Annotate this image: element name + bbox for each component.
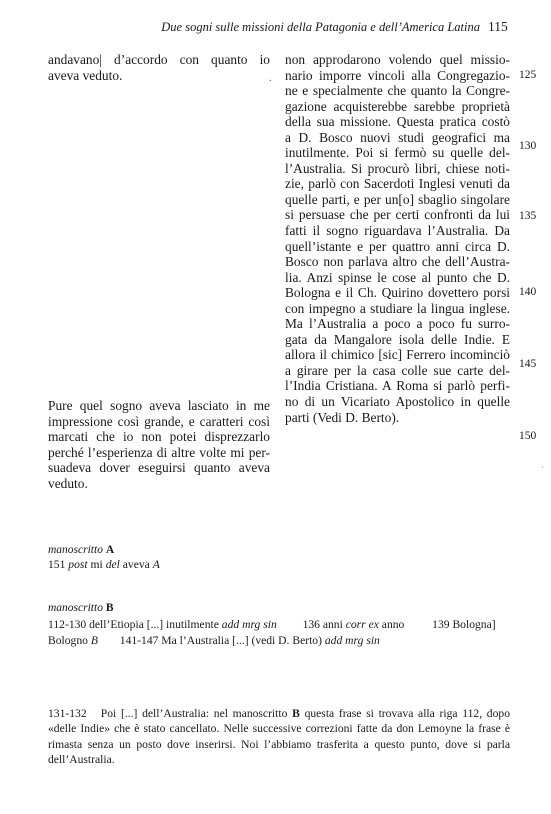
line-number: 135	[519, 210, 537, 222]
left-column	[48, 52, 270, 83]
right-line: inutilmente. Poi si fermò su quelle del-	[285, 145, 510, 161]
left-line: impressione così grande, e caratteri così	[48, 413, 270, 429]
entry-word: anno	[381, 618, 405, 631]
left-line: aveva veduto.	[48, 67, 123, 83]
apparatus-siglum: A	[105, 544, 115, 556]
line-number: 150	[519, 430, 537, 442]
apparatus-b-heading	[48, 602, 114, 614]
apparatus-a-heading	[48, 544, 114, 556]
left-line: Pure quel sogno aveva lasciato in me	[48, 398, 270, 413]
right-line: con impegno a studiare la lingua inglese.	[285, 300, 510, 316]
right-line: Bosco non parlava altro che dell’Austra-	[285, 254, 510, 270]
entry-note: post	[68, 558, 88, 571]
line-number: 145	[519, 358, 537, 370]
left-line: suadeva dover eseguirsi quanto aveva	[48, 460, 270, 476]
apparatus-siglum: B	[105, 602, 114, 614]
entry-ref: 139 Bologna]	[432, 618, 496, 631]
apparatus-b-line2	[48, 634, 380, 647]
right-line: gazione acquisterebbe sarebbe proprietà	[285, 98, 510, 114]
entry-note: corr ex	[345, 618, 379, 631]
entry-word: mi	[90, 558, 103, 571]
apparatus-label: manoscritto	[48, 544, 103, 556]
footnote-text: Poi [...] dell’Australia: nel manoscritto	[100, 707, 288, 720]
entry-ref: 141-147 Ma l’Australia [...] (vedi D. Berto)	[119, 634, 322, 647]
left-column-block2	[48, 398, 270, 491]
right-line: allora il chimico [sic] Ferrero incominciò	[285, 347, 510, 363]
right-line: Ma l’Australia a poco a poco fu surro-	[285, 316, 510, 332]
footnote-text: questa frase si trovava alla riga 112, dopo «delle Indie» che è stato cancellato. Nelle successive correzioni fatte da don Lemoyne la frase è rimasta senza un posto dove inserirsi. Noi l’abbiamo trasferita a questo punto, dove si parla dell’Australia.	[48, 707, 510, 766]
right-line: non approdarono volendo quel missio-	[285, 52, 510, 67]
right-line: a D. Bosco nuovi studi geografici ma	[285, 129, 510, 145]
margin-mark: `	[541, 465, 544, 475]
right-line: gata da Mangalore isola delle Indie. E	[285, 331, 510, 347]
entry-note: del	[105, 558, 120, 571]
entry-note: add mrg sin	[221, 618, 277, 631]
entry-word: Bologno	[48, 634, 88, 647]
right-line: si persuase che per certi confronti da lui	[285, 207, 510, 223]
right-line: lia. Anzi spinse le cose al punto che D.	[285, 269, 510, 285]
footnote	[48, 706, 510, 767]
apparatus-label: manoscritto	[48, 602, 103, 614]
apparatus-b-line1	[48, 618, 496, 631]
page-number: 115	[488, 19, 508, 34]
right-line: l’India Cristiana. A Roma si parlò perfi-	[285, 378, 510, 394]
right-line: l’Australia. Si procurò libri, chiese noti-	[285, 160, 510, 176]
entry-word: aveva	[122, 558, 150, 571]
margin-mark: .	[269, 73, 272, 84]
right-line: quelle parti, e per un[o] sbaglio singolare	[285, 191, 510, 207]
line-number: 125	[519, 69, 537, 81]
entry-ref: 136 anni	[302, 618, 343, 631]
running-title: Due sogni sulle missioni della Patagonia e dell’America Latina	[161, 20, 480, 34]
entry-ref: 112-130 dell’Etiopia [...] inutilmente	[48, 618, 219, 631]
right-line: parti (Vedi D. Berto).	[285, 409, 400, 425]
right-line: fatti il sogno riguardava l’Australia. Da	[285, 223, 510, 239]
right-line: della sua missione. Questa pratica costò	[285, 114, 510, 130]
left-line: marcati che io non potei disprezzarlo	[48, 429, 270, 445]
right-line: a girare per la casa colle sue carte del-	[285, 362, 510, 378]
footnote-ref: 131-132	[48, 707, 87, 720]
right-line: Bologna e il Ch. Quirino dovettero porsi	[285, 285, 510, 301]
left-line: andavano| d’accordo con quanto io	[48, 52, 270, 67]
footnote-siglum: B	[292, 707, 300, 720]
entry-siglum: A	[152, 558, 160, 571]
entry-note: add mrg sin	[324, 634, 380, 647]
right-line: ne e specialmente che quanto la Congre-	[285, 83, 510, 99]
right-line: zie, parlò con Sacerdoti Inglesi venuti da	[285, 176, 510, 192]
entry-ref: 151	[48, 558, 66, 571]
right-line: quell’istante e per quattro anni circa D.	[285, 238, 510, 254]
line-number: 140	[519, 286, 537, 298]
right-column	[285, 52, 510, 425]
right-line: nario imporre vincoli alla Congregazio-	[285, 67, 510, 83]
left-line: veduto.	[48, 475, 88, 491]
line-number: 130	[519, 140, 537, 152]
apparatus-a-entry	[48, 558, 160, 571]
right-line: no di un Vicariato Apostolico in quelle	[285, 394, 510, 410]
left-line: perché l’esperienza di altre volte mi per-	[48, 444, 270, 460]
entry-siglum: B	[90, 634, 98, 647]
